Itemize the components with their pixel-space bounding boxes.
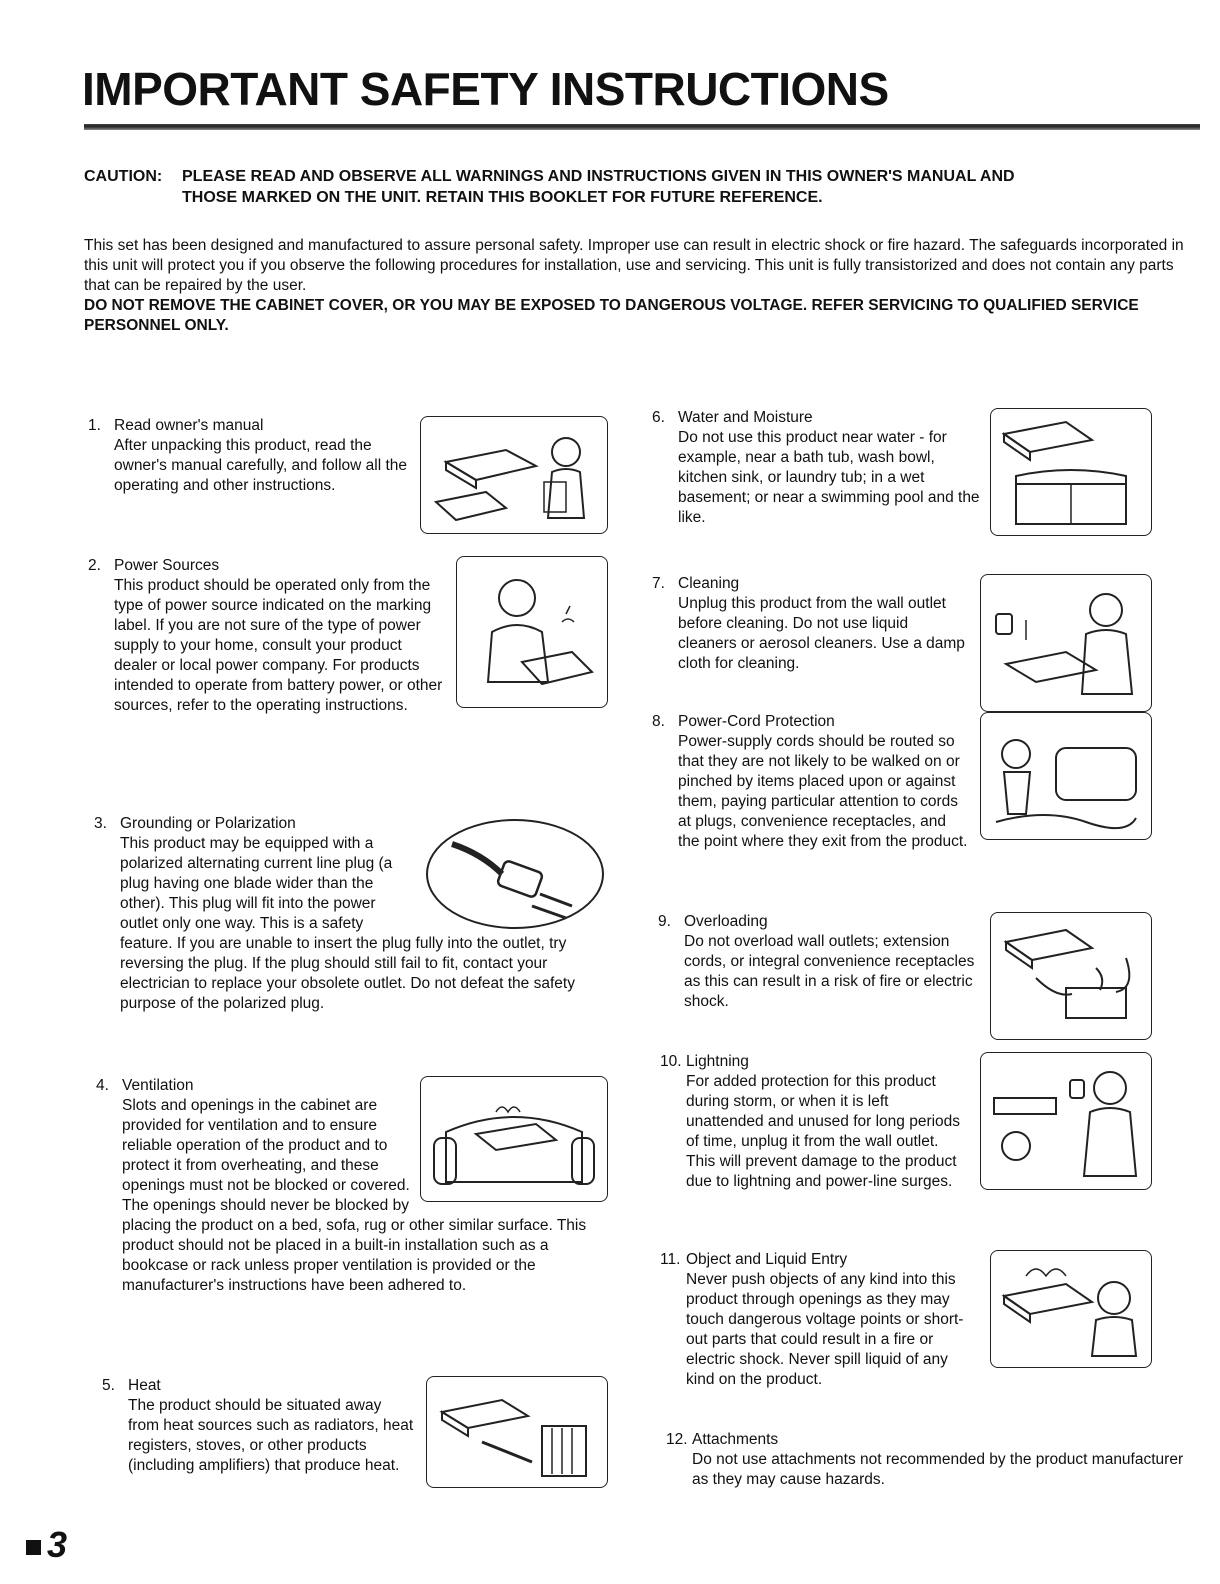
item-number: 9. (658, 913, 671, 930)
item-heading: Overloading (684, 913, 768, 930)
instruction-item-12 (666, 1430, 1186, 1490)
item-text: Slots and openings in the cabinet are provided for ventilation and to ensure reliable operation of the product and to protect it from overheating, and these openings must not be blocked or covered. The openings should never be blocked by placing the product on a bed, sofa, rug or other similar surface. This product should not be placed in a built-in installation such as a bookcase or rack unless proper ventilation is provided or the manufacturer's instructions have been adhered to. (122, 1097, 587, 1294)
instruction-item-6 (652, 408, 1152, 536)
instruction-item-8 (652, 712, 1152, 852)
item-heading: Heat (128, 1377, 161, 1394)
item-text: Never push objects of any kind into this product through openings as they may touch dangerous voltage points or short-out parts that could result in a fire or electric shock. Never spill liquid of any kind on the product. (686, 1271, 964, 1388)
caution-label: CAUTION: (84, 168, 163, 185)
item-heading: Ventilation (122, 1077, 194, 1094)
page-number: 3 (26, 1524, 67, 1566)
item-number: 2. (88, 557, 101, 574)
item-heading: Lightning (686, 1053, 749, 1070)
item-text: After unpacking this product, read the owner's manual carefully, and follow all the operating and other instructions. (114, 437, 408, 494)
instruction-item-7 (652, 574, 1152, 712)
instruction-item-3 (94, 814, 608, 1014)
item-text: This product may be equipped with a polarized alternating current line plug (a plug having one blade wider than the other). This plug will fit into the power outlet only one way. This is a safety feature. If you are unable to insert the plug fully into the outlet, try reversing the plug. If the plug should still fail to fit, contact your electrician to replace your obsolete outlet. Do not defeat the safety purpose of the polarized plug. (120, 835, 575, 1012)
read-manual-illustration-icon (420, 416, 608, 534)
item-number: 12. (666, 1431, 688, 1448)
item-heading: Power Sources (114, 557, 220, 574)
power-source-illustration-icon (456, 556, 608, 708)
lightning-illustration-icon (980, 1052, 1152, 1190)
item-text: Do not use this product near water - for example, near a bath tub, wash bowl, kitchen sink, or laundry tub; in a wet basement; or near a swimming pool and the like. (678, 429, 980, 526)
instruction-item-1 (88, 416, 608, 534)
item-number: 8. (652, 713, 665, 730)
item-number: 4. (96, 1077, 109, 1094)
overloading-illustration-icon (990, 912, 1152, 1040)
item-heading: Attachments (692, 1431, 779, 1448)
object-liquid-entry-illustration-icon (990, 1250, 1152, 1368)
cleaning-illustration-icon (980, 574, 1152, 712)
heat-radiator-illustration-icon (426, 1376, 608, 1488)
item-text: Do not overload wall outlets; extension cords, or integral convenience receptacles as this can result in a risk of fire or electric shock. (684, 933, 975, 1010)
item-heading: Read owner's manual (114, 417, 264, 434)
item-number: 1. (88, 417, 101, 434)
item-heading: Cleaning (678, 575, 740, 592)
item-number: 3. (94, 815, 107, 832)
item-text: Do not use attachments not recommended by the product manufacturer as they may cause hazards. (692, 1451, 1184, 1488)
item-text: This product should be operated only from the type of power source indicated on the marking label. If you are not sure of the type of power supply to your home, consult your product dealer or local power company. For products intended to operate from battery power, or other sources, refer to the operating instructions. (114, 577, 443, 714)
item-number: 7. (652, 575, 665, 592)
item-text: The product should be situated away from heat sources such as radiators, heat registers, stoves, or other products (including amplifiers) that produce heat. (128, 1397, 414, 1474)
ventilation-sofa-illustration-icon (420, 1076, 608, 1202)
water-moisture-illustration-icon (990, 408, 1152, 536)
intro-paragraph: This set has been designed and manufactured to assure personal safety. Improper use can result in electric shock or fire hazard. The safeguards incorporated in this unit will protect you if you observe the following procedures for installation, use and servicing. This unit is fully transistorized and does not contain any parts that can be repaired by the user. (84, 237, 1184, 294)
item-number: 5. (102, 1377, 115, 1394)
intro-block (84, 236, 1194, 336)
item-number: 10. (660, 1053, 682, 1070)
instruction-item-10 (660, 1052, 1152, 1192)
item-text: Power-supply cords should be routed so that they are not likely to be walked on or pinched by items placed upon or against them, paying particular attention to cords at plugs, convenience receptacles, and the point where they exit from the product. (678, 733, 968, 850)
item-heading: Grounding or Polarization (120, 815, 296, 832)
item-number: 11. (660, 1251, 681, 1268)
item-heading: Water and Moisture (678, 409, 813, 426)
instruction-item-11 (660, 1250, 1152, 1390)
instruction-item-5 (102, 1376, 608, 1488)
item-heading: Power-Cord Protection (678, 713, 835, 730)
power-cord-illustration-icon (980, 712, 1152, 840)
caution-line-1: PLEASE READ AND OBSERVE ALL WARNINGS AND INSTRUCTIONS GIVEN IN THIS OWNER'S MANUAL AND (182, 168, 1015, 185)
page-title: IMPORTANT SAFETY INSTRUCTIONS (82, 63, 889, 115)
title-rule (84, 124, 1200, 130)
caution-line-2: THOSE MARKED ON THE UNIT. RETAIN THIS BOOKLET FOR FUTURE REFERENCE. (182, 189, 823, 206)
polarized-plug-illustration-icon (422, 814, 608, 934)
item-heading: Object and Liquid Entry (686, 1251, 848, 1268)
instruction-item-2 (88, 556, 608, 716)
item-number: 6. (652, 409, 665, 426)
item-text: Unplug this product from the wall outlet before cleaning. Do not use liquid cleaners or aerosol cleaners. Use a damp cloth for cleaning. (678, 595, 965, 672)
page-marker-icon (26, 1540, 41, 1555)
instruction-item-4 (96, 1076, 608, 1296)
intro-warning: DO NOT REMOVE THE CABINET COVER, OR YOU MAY BE EXPOSED TO DANGEROUS VOLTAGE. REFER SERVICING TO QUALIFIED SERVICE PERSONNEL ONLY. (84, 297, 1139, 334)
caution-block (84, 166, 1184, 208)
item-text: For added protection for this product during storm, or when it is left unattended and unused for long periods of time, unplug it from the wall outlet. This will prevent damage to the product due to lightning and power-line surges. (686, 1073, 961, 1190)
instruction-item-9 (658, 912, 1152, 1040)
